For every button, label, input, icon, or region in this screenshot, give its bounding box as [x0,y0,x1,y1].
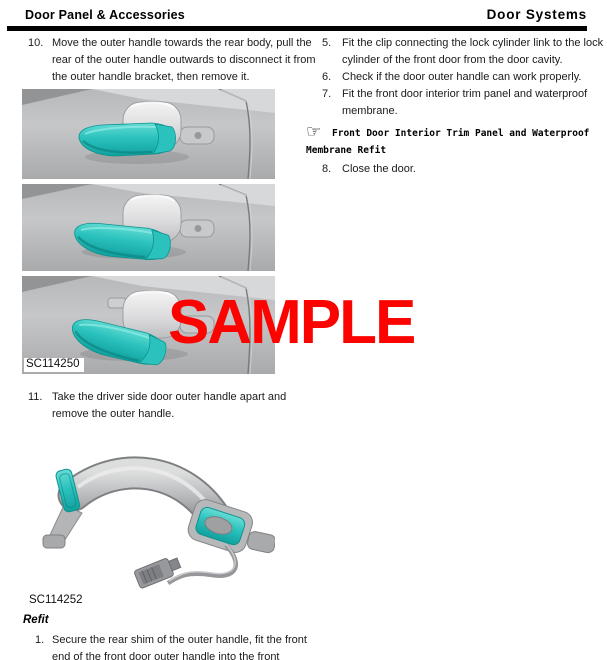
cross-reference-heading: ☞ Front Door Interior Trim Panel and Waterproof Membrane Refit [306,122,590,156]
step-text: Secure the rear shim of the outer handle, fit the front end of the front door outer handle into the front [52,634,307,660]
step-number: 5. [322,37,332,49]
sample-watermark: SAMPLE [168,288,415,357]
step-text: Close the door. [342,163,416,175]
step-text: Check if the door outer handle can work properly. [342,71,582,83]
door-handle-illustration-2 [22,184,275,271]
step-number: 7. [322,88,332,100]
header-rule [7,26,587,31]
right-column [306,35,604,178]
step-text: Fit the clip connecting the lock cylinder link to the lock cylinder of the front door from the door cavity. [342,37,604,66]
handle-assembly-illustration [30,443,275,591]
pointing-hand-icon: ☞ [306,122,322,142]
figure-door-handle-pulled [22,184,299,271]
figure-caption: SC114252 [29,594,83,606]
figure-handle-assembly [30,443,299,591]
step-5 [306,35,604,69]
step-6 [306,69,588,86]
step-text: Fit the front door interior trim panel and waterproof membrane. [342,88,588,117]
refit-heading: Refit [23,614,49,626]
step-text: Move the outer handle towards the rear body, pull the rear of the outer handle outwards to disconnect it from the outer handle bracket, then remove it. [52,37,316,83]
step-number: 8. [322,163,332,175]
door-handle-illustration-1 [22,89,275,179]
step-1-refit [25,632,307,660]
header-chapter-title: Door Systems [486,7,587,22]
step-7 [306,86,588,120]
step-number: 11. [28,391,43,403]
figure-door-handle-flush [22,89,299,179]
step-8 [306,161,588,178]
step-11 [25,389,299,423]
header-section-title: Door Panel & Accessories [25,8,185,22]
step-text: Take the driver side door outer handle apart and remove the outer handle. [52,391,287,420]
step-number: 6. [322,71,332,83]
step-number: 10. [28,37,44,49]
step-10 [25,35,316,86]
step-number: 1. [35,634,45,646]
figure-caption: SC114250 [24,358,84,372]
